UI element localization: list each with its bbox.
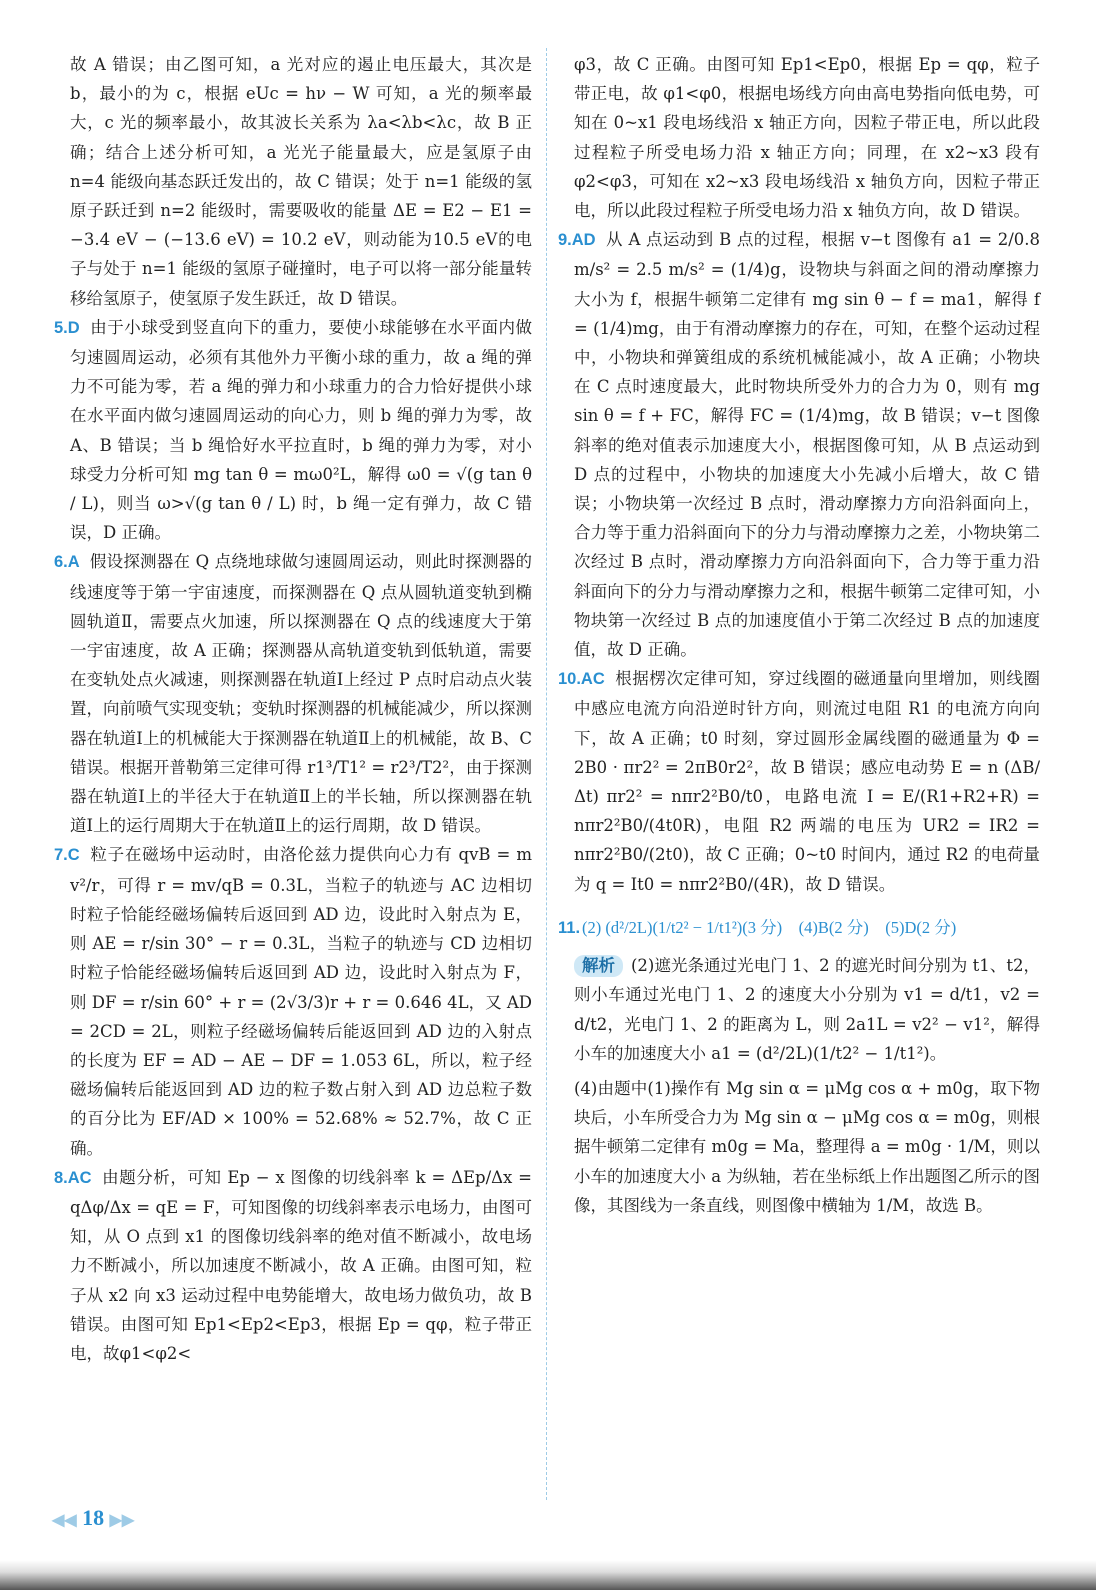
page-number: [52, 1505, 134, 1531]
answer-number: 10.AC: [558, 670, 605, 689]
page-decoration-icon: ◀◀: [52, 1512, 77, 1529]
page-number-text: 18: [82, 1505, 105, 1530]
answer-text: φ3，故 C 正确。由图可知 Ep1<Ep0，根据 Ep = qφ，粒子带正电，故 φ1<φ0，根据电场线方向由高电势指向低电势，可知在 0~x1 段电场线沿 x 轴正方向，因粒子带正电，所以此段过程粒子所受电场力沿 x 轴正方向；同理，在 x2~x3 段有 φ2<φ3，可知在 x2~x3 段电场线沿 x 轴负方向，因粒子带正电，所以此段过程粒子所受电场力沿 x 轴负方向，故 D 错误。: [574, 55, 1040, 221]
answer-number: 8.AC: [54, 1168, 92, 1187]
right-column: [558, 50, 1040, 1220]
answer-8-continued: [574, 50, 1040, 225]
answer-text: 由于小球受到竖直向下的重力，要使小球能够在水平面内做匀速圆周运动，必须有其他外力平衡小球的重力，故 a 绳的弹力不可能为零，若 a 绳的弹力和小球重力的合力恰好提供小球在水平面内做匀速圆周运动的向心力，则 b 绳的弹力为零，故 A、B 错误；当 b 绳恰好水平拉直时，b 绳的弹力为零，对小球受力分析可知 mg tan θ = mω0²L，解得 ω0 = √(g tan θ / L)，则当 ω>√(g tan θ / L) 时，b 绳一定有弹力，故 C 错误，D 正确。: [70, 317, 532, 543]
answer-number: 9.AD: [558, 231, 596, 250]
answer-text: 故 A 错误；由乙图可知，a 光对应的遏止电压最大，其次是 b，最小的为 c，根据 eUc = hν − W 可知，a 光的频率最大，c 光的频率最小，故其波长关系为 λa<λb<λc，故 B 正确；结合上述分析可知，a 光光子能量最大，应是氢原子由 n=4 能级向基态跃迁发出的，故 C 错误；处于 n=1 能级的氢原子跃迁到 n=2 能级时，需要吸收的能量 ΔE = E2 − E1 = −3.4 eV − (−13.6 eV) = 10.2 eV，则动能为10.5 eV的电子与处于 n=1 能级的氢原子碰撞时，电子可以将一部分能量转移给氢原子，使氢原子发生跃迁，故 D 错误。: [70, 55, 532, 308]
answer-11-analysis-2: [574, 1074, 1040, 1220]
answer-text: 假设探测器在 Q 点绕地球做匀速圆周运动，则此时探测器的线速度等于第一宇宙速度，而探测器在 Q 点从圆轨道变轨到椭圆轨道Ⅱ，需要点火加速，所以探测器在 Q 点的线速度大于第一宇宙速度，故 A 正确；探测器从高轨道变轨到低轨道，需要在变轨处点火减速，则探测器在轨道Ⅰ上经过 P 点时启动点火装置，向前喷气实现变轨；变轨时探测器的机械能减少，所以探测器在轨道Ⅰ上的机械能大于探测器在轨道Ⅱ上的机械能，故 B、C 错误。根据开普勒第三定律可得 r1³/T1² = r2³/T2²，由于探测器在轨道Ⅰ上的半径大于在轨道Ⅱ上的半长轴，所以探测器在轨道Ⅰ上的运行周期大于在轨道Ⅱ上的运行周期，故 D 错误。: [70, 552, 532, 836]
answer-text: 粒子在磁场中运动时，由洛伦兹力提供向心力有 qvB = m v²/r，可得 r = mv/qB = 0.3L，当粒子的轨迹与 AC 边相切时粒子恰能经磁场偏转后返回到 AD 边，设此时入射点为 E，则 AE = r/sin 30° − r = 0.3L，当粒子的轨迹与 CD 边相切时粒子恰能经磁场偏转后返回到 AD 边，设此时入射点为 F，则 DF = r/sin 60° + r = (2√3/3)r + r = 0.646 4L，又 AD = 2CD = 2L，则粒子经磁场偏转后能返回到 AD 边的入射点的长度为 EF = AD − AE − DF = 1.053 6L，所以，粒子经磁场偏转后能返回到 AD 边的粒子数占射入到 AD 边总粒子数的百分比为 EF/AD × 100% = 52.68% ≈ 52.7%，故 C 正确。: [70, 845, 532, 1158]
answer-8: [54, 1163, 532, 1368]
page-decoration-icon: ▶▶: [109, 1512, 135, 1529]
answer-10: [558, 664, 1040, 899]
answer-5: [54, 313, 532, 548]
answer-number: 6.A: [54, 553, 80, 572]
answer-text: 根据楞次定律可知，穿过线圈的磁通量向里增加，则线圈中感应电流方向沿逆时针方向，则流过电阻 R1 的电流方向向下，故 A 正确；t0 时刻，穿过圆形金属线圈的磁通量为 Φ = 2B0 · πr2² = 2πB0r2²，故 B 错误；感应电动势 E = n (ΔB/Δt) πr2² = nπr2²B0/t0，电路电流 I = E/(R1+R2+R) = nπr2²B0/(4t0R)，电阻 R2 两端的电压为 UR2 = IR2 = nπr2²B0/(2t0)，故 C 正确；0~t0 时间内，通过 R2 的电荷量为 q = It0 = nπr2²B0/(4R)，故 D 错误。: [574, 669, 1040, 894]
analysis-tag: 解析: [574, 955, 623, 977]
answer-text: 从 A 点运动到 B 点的过程，根据 v−t 图像有 a1 = 2/0.8 m/s² = 2.5 m/s² = (1/4)g，设物块与斜面之间的滑动摩擦力大小为 f，根据牛顿第二定律有 mg sin θ − f = ma1，解得 f = (1/4)mg，由于有滑动摩擦力的存在，可知，在整个运动过程中，小物块和弹簧组成的系统机械能减小，故 A 正确；小物块在 C 点时速度最大，此时物块所受外力的合力为 0，则有 mg sin θ = f + FC，解得 FC = (1/4)mg，故 B 错误；v−t 图像斜率的绝对值表示加速度大小，根据图像可知，从 B 点运动到 D 点的过程中，小物块的加速度大小先减小后增大，故 C 错误；小物块第一次经过 B 点时，滑动摩擦力方向沿斜面向上，合力等于重力沿斜面向下的分力与滑动摩擦力之差，小物块第二次经过 B 点时，滑动摩擦力方向沿斜面向下，合力等于重力沿斜面向下的分力与滑动摩擦力之和，根据牛顿第二定律可知，小物块第一次经过 B 点的加速度值小于第二次经过 B 点的加速度值，故 D 正确。: [574, 230, 1040, 660]
analysis-text: (4)由题中(1)操作有 Mg sin α = μMg cos α + m0g，取下物块后，小车所受合力为 Mg sin α − μMg cos α = m0g，则根据牛顿第二定律有 m0g = Ma，整理得 a = m0g · 1/M，则以小车的加速度大小 a 为纵轴，若在坐标纸上作出题图乙所示的图像，其图线为一条直线，则图像中横轴为 1/M，故选 B。: [574, 1078, 1040, 1215]
left-column: [54, 50, 532, 1368]
answer-9: [558, 225, 1040, 664]
answer-7: [54, 840, 532, 1162]
answer-4-continued: [70, 50, 532, 313]
analysis-text: (2)遮光条通过光电门 1、2 的遮光时间分别为 t1、t2，则小车通过光电门 1、2 的速度大小分别为 v1 = d/t1，v2 = d/t2，光电门 1、2 的距离为 L，则 2a1L = v2² − v1²，解得小车的加速度大小 a1 = (d²/2L)(1/t2² − 1/t1²)。: [574, 956, 1040, 1063]
answer-11-key: [558, 913, 1040, 943]
answer-11-analysis: [574, 951, 1040, 1068]
column-divider: [546, 48, 547, 1500]
answer-number: 7.C: [54, 846, 80, 865]
answer-number: 5.D: [54, 318, 80, 337]
scan-edge: [0, 1560, 1096, 1590]
answer-key: (2) (d²/2L)(1/t2² − 1/t1²)(3 分) (4)B(2 分) (5)D(2 分): [582, 917, 957, 937]
answer-number: 11.: [558, 918, 581, 937]
answer-6: [54, 547, 532, 840]
answer-text: 由题分析，可知 Ep − x 图像的切线斜率 k = ΔEp/Δx = qΔφ/Δx = qE = F，可知图像的切线斜率表示电场力，由图可知，从 O 点到 x1 的图像切线斜率的绝对值不断减小，故电场力不断减小，所以加速度不断减小，故 A 正确。由图可知，粒子从 x2 向 x3 运动过程中电势能增大，故电场力做负功，故 B 错误。由图可知 Ep1<Ep2<Ep3，根据 Ep = qφ，粒子带正电，故φ1<φ2<: [70, 1167, 532, 1363]
